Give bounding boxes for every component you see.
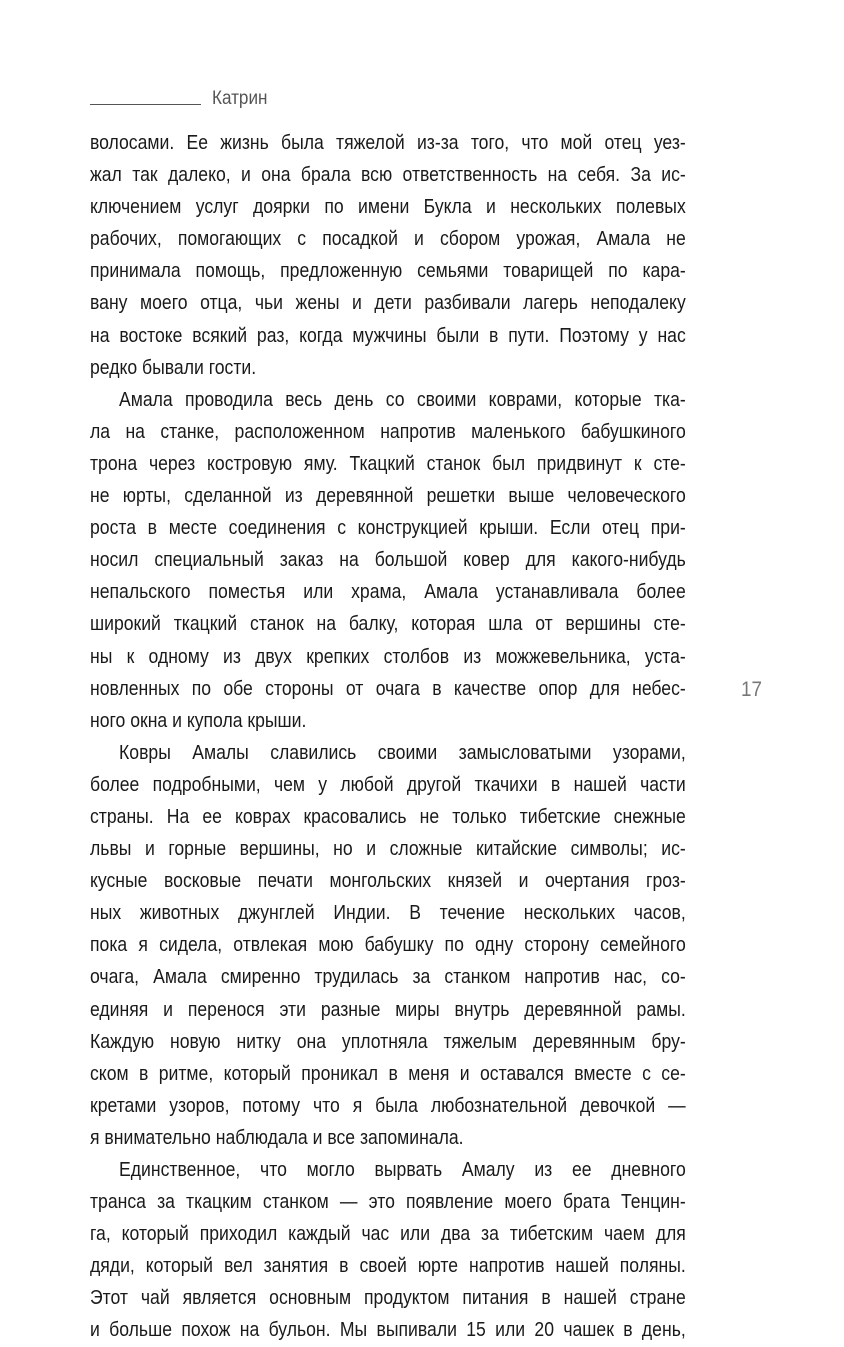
text-line: я внимательно наблюдала и все запоминала. (90, 1126, 464, 1149)
text-line: Ковры Амалы славились своими замысловатыми узорами, (119, 741, 686, 764)
paragraph (90, 127, 767, 384)
text-line: очага, Амала смиренно трудилась за станком напротив нас, со- (90, 966, 686, 989)
text-line: рабочих, помогающих с посадкой и сбором урожая, Амала не (90, 228, 686, 251)
text-line: львы и горные вершины, но и сложные китайские символы; ис- (90, 838, 686, 861)
text-line: ключением услуг доярки по имени Букла и нескольких полевых (90, 196, 686, 219)
text-line: вану моего отца, чьи жены и дети разбивали лагерь неподалеку (90, 292, 686, 315)
paragraph (90, 737, 767, 1154)
text-line: жал так далеко, и она брала всю ответственность на себя. За ис- (90, 164, 686, 187)
text-line: дяди, который вел занятия в своей юрте напротив нашей поляны. (90, 1255, 686, 1278)
text-line: не юрты, сделанной из деревянной решетки выше человеческого (90, 485, 686, 508)
text-line: ного окна и купола крыши. (90, 709, 307, 732)
text-line: страны. На ее коврах красовались не только тибетские снежные (90, 805, 686, 828)
text-line: Амала проводила весь день со своими коврами, которые тка- (119, 388, 686, 411)
text-line: трона через костровую яму. Ткацкий станок был придвинут к сте- (90, 452, 686, 475)
paragraph (90, 1154, 767, 1347)
text-line: ны к одному из двух крепких столбов из можжевельника, уста- (90, 645, 686, 668)
text-line: единяя и перенося эти разные миры внутрь деревянной рамы. (90, 998, 686, 1021)
page-number: 17 (741, 678, 763, 701)
text-line: непальского поместья или храма, Амала устанавливала более (90, 581, 686, 604)
text-line: принимала помощь, предложенную семьями товарищей по кара- (90, 260, 686, 283)
text-line: кретами узоров, потому что я была любознательной девочкой — (90, 1094, 686, 1117)
text-line: новленных по обе стороны от очага в качестве опор для небес- (90, 677, 686, 700)
text-line: роста в месте соединения с конструкцией крыши. Если отец при- (90, 517, 686, 540)
text-line: ском в ритме, который проникал в меня и оставался вместе с се- (90, 1062, 686, 1085)
text-line: носил специальный заказ на большой ковер для какого-нибудь (90, 549, 686, 572)
text-line: Каждую новую нитку она уплотняла тяжелым деревянным бру- (90, 1030, 686, 1053)
text-line: более подробными, чем у любой другой ткачихи в нашей части (90, 773, 686, 796)
text-line: на востоке всякий раз, когда мужчины были в пути. Поэтому у нас (90, 324, 686, 347)
text-line: ла на станке, расположенном напротив маленького бабушкиного (90, 420, 686, 443)
text-line: кусные восковые печати монгольских князей и очертания гроз- (90, 870, 686, 893)
running-header-title: Катрин (212, 88, 268, 109)
text-line: редко бывали гости. (90, 356, 257, 379)
text-line: Этот чай является основным продуктом питания в нашей стране (90, 1287, 686, 1310)
text-line: Единственное, что могло вырвать Амалу из ее дневного (119, 1159, 686, 1181)
text-line: широкий ткацкий станок на балку, которая шла от вершины сте- (90, 613, 686, 636)
text-line: ных животных джунглей Индии. В течение нескольких часов, (90, 902, 686, 925)
text-line: и больше похож на бульон. Мы выпивали 15 или 20 чашек в день, (90, 1319, 686, 1342)
paragraph (90, 384, 767, 737)
text-line: пока я сидела, отвлекая мою бабушку по одну сторону семейного (90, 934, 686, 957)
running-header-rule (90, 104, 201, 105)
page-body (90, 127, 767, 1347)
text-line: га, который приходил каждый час или два за тибетским чаем для (90, 1223, 686, 1246)
text-line: транса за ткацким станком — это появление моего брата Тенцин- (90, 1191, 686, 1214)
text-line: волосами. Ее жизнь была тяжелой из-за того, что мой отец уез- (90, 132, 686, 154)
